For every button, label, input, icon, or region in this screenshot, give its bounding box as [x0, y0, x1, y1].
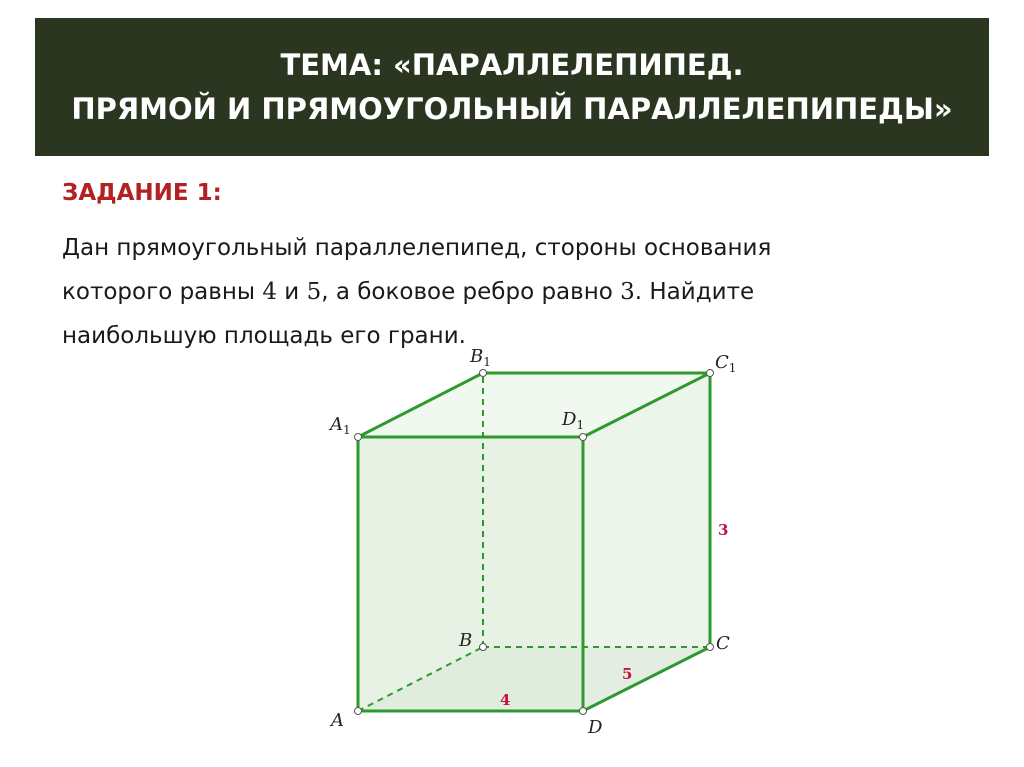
slide-title-line-1: ТЕМА: «ПАРАЛЛЕЛЕПИПЕД. [280, 48, 744, 82]
task-text-line-2-lateral: , а боковое ребро равно [321, 279, 621, 305]
vertex-point-d1 [580, 434, 587, 441]
vertex-label-b: B [459, 630, 473, 651]
vertex-label-a: A [331, 710, 344, 731]
edge-ad-length-label: 4 [500, 691, 511, 709]
slide-title-line-2: ПРЯМОЙ И ПРЯМОУГОЛЬНЫЙ ПАРАЛЛЕЛЕПИПЕДЫ» [71, 92, 953, 126]
vertex-point-d [580, 708, 587, 715]
task-text-line-2-start: которого равны [62, 279, 263, 305]
edge-cc1-length-label: 3 [718, 521, 729, 539]
vertex-point-a [355, 708, 362, 715]
front-face [358, 437, 583, 711]
vertex-label-d1: $D_1$ [562, 409, 585, 432]
vertex-point-c1 [707, 370, 714, 377]
vertex-label-c: C [716, 633, 730, 654]
lateral-edge-value: 3 [620, 279, 635, 305]
vertex-point-c [707, 644, 714, 651]
task-text-line-2-end: . Найдите [634, 279, 755, 305]
base-side-a-value: 4 [262, 279, 277, 305]
task-text-line-2-and: и [276, 279, 307, 305]
vertex-label-a1: $A_1$ [330, 414, 351, 437]
vertex-label-c1: $C_1$ [715, 352, 737, 375]
task-text-line-3: наибольшую площадь его грани. [62, 323, 466, 349]
edge-dc-length-label: 5 [622, 665, 633, 683]
task-text-line-1: Дан прямоугольный параллелепипед, стороны основания [62, 235, 772, 261]
base-side-b-value: 5 [306, 279, 322, 305]
task-label: ЗАДАНИЕ 1: [62, 180, 222, 206]
vertex-label-d: D [588, 717, 603, 738]
vertex-label-b1: $B_1$ [470, 346, 491, 369]
vertex-point-b [480, 644, 487, 651]
vertex-point-a1 [355, 434, 362, 441]
vertex-point-b1 [480, 370, 487, 377]
